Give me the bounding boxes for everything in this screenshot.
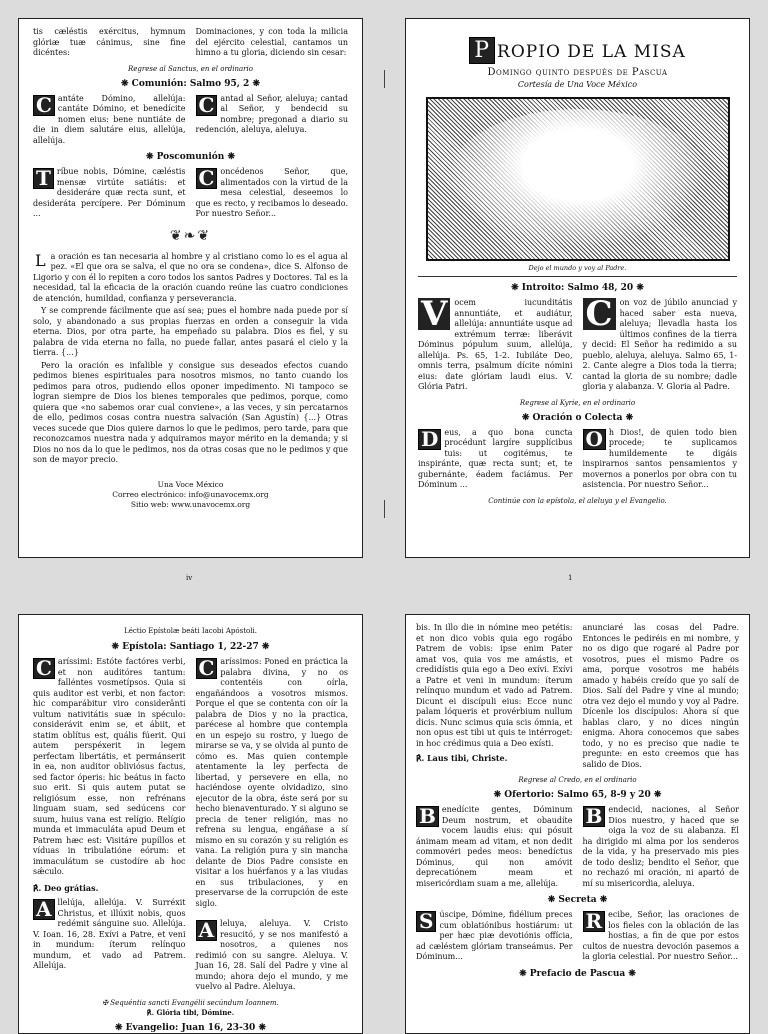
drop-cap: R xyxy=(583,911,606,932)
offertory-spanish: B endecid, naciones, al Señor Dios nuestro, y haced que se oiga la voz de su alabanza. Él ha dirigido mi alma por los senderos de la vida, y ha preservado mis pies de todo desliz; bendito el Señor, que no rechazó mi oración, ni apartó de mí su misericordia, aleluya. xyxy=(582,804,739,888)
drop-cap: D xyxy=(418,429,441,450)
communion-latin: C antáte Dómino, allelúja: cantáte Dómino, et benedícite nomen eius: bene nuntiáte de die in diem salutáre eius, allelúja, allelúja. xyxy=(33,92,186,145)
gospel-heading: ❋ Evangelio: Juan 16, 23-30 ❋ xyxy=(114,1022,266,1033)
introit-text xyxy=(418,294,737,393)
page-subtitle: Domingo quinto después de Pascua xyxy=(487,67,668,78)
epistle-heading: ❋ Epístola: Santiago 1, 22-27 ❋ xyxy=(111,642,270,652)
essay-paragraph: Y se comprende fácilmente que así sea; pues el hombre nada puede por sí solo, y abandonado a sus propias fuerzas en orden a conseguir la vida eterna. Dios, por otra parte, ha empeñado su palabra. Dios es fiel, y su palabra de vida eterna no falla, no puede fallar, antes pasará el cielo y la tierra. {...} xyxy=(33,306,348,357)
rubric-note: Regrese al Kyrie, en el ordinario xyxy=(519,398,636,407)
response-laus: ℟. Laus tibi, Christe. xyxy=(416,753,508,763)
alleluia-spanish: A leluya, aleluya. V. Cristo resucitó, y se nos manifestó a nosotros, a quienes nos redimió con su sangre. Aleluya. V. Juan 16, 28. Salí del Padre y vine al mundo; ahora dejo el mundo, y me vuelvo al Padre. Aleluya. xyxy=(195,918,348,991)
page-1 xyxy=(405,18,750,558)
drop-cap: C xyxy=(196,95,218,116)
essay xyxy=(33,252,348,466)
postcommunion-latin: T ríbue nobis, Dómine, cæléstis mensæ virtúte satiátis: et desideráre quæ recta sunt, et desideráta percípere. Per Dóminum ... xyxy=(33,166,186,218)
page-iv xyxy=(18,18,363,558)
essay-paragraph: La oración es tan necesaria al hombre y al cristiano como lo es el agua al pez. «El que ora se salva, el que no ora se condena», dice S. Alfonso de Ligorio y con él lo repiten a coro todos los santos Padres y Doctores. Tal es la necesidad, tal la eficacia de la oración cuando reúne las cuatro condiciones de atención, humildad, confianza y perseverancia. xyxy=(33,250,348,303)
collect-heading: ❋ Oración o Colecta ❋ xyxy=(521,412,634,423)
preface-latin: tis cæléstis exércitus, hymnum glóriæ tuæ cánimus, sine fine dicéntes: xyxy=(33,27,186,57)
drop-cap: A xyxy=(196,920,218,941)
org-name: Una Voce México xyxy=(157,479,224,489)
engraving-image xyxy=(426,97,730,261)
secret-heading: ❋ Secreta ❋ xyxy=(547,895,608,905)
collect-text xyxy=(418,428,737,491)
offertory-heading: ❋ Ofertorio: Salmo 65, 8-9 y 20 ❋ xyxy=(493,790,662,800)
rubric-note: Continúe con la epístola, el aleluya y el Evangelio. xyxy=(488,496,667,505)
drop-cap: C xyxy=(33,658,55,679)
drop-cap: C xyxy=(196,168,218,189)
postcommunion-spanish: C oncédenos Señor, que, alimentados con la virtud de la mesa celestial, deseemos lo que es recto, y recibamos lo deseado. Por nuestro Señor... xyxy=(195,166,348,218)
drop-cap: C xyxy=(583,298,616,330)
drop-cap: A xyxy=(33,899,55,920)
drop-cap: O xyxy=(583,429,606,450)
fold-mark xyxy=(384,500,385,518)
introit-spanish: C on voz de júbilo anunciad y haced saber esta nueva, aleluya; llevadla hasta los últimos confines de la tierra y decid: El Señor ha redimido a su pueblo, aleluya, aleluya. Salmo 65, 1-2. Cante alegre a Dios toda la tierra; cantad la gloria de su nombre; dadle gloria y alabanza. V. Gloria al Padre. xyxy=(582,294,737,391)
lectio-line: Léctio Epístolæ beáti Iacobi Apóstoli. xyxy=(124,627,257,635)
response-gloria: ℟. Glória tibi, Dómine. xyxy=(146,1007,235,1017)
offertory-latin: B enedícite gentes, Dóminum Deum nostrum, et obaudíte vocem laudis eius: qui pósuit ánimam meam ad vitam, et non dedit commovéri pedes meos: benedíctus Dóminus, qui non amóvit deprecatiónem meam et misericórdiam suam a me, allelúja. xyxy=(416,804,573,888)
secret-spanish: R ecibe, Señor, las oraciones de los fieles con la oblación de las hostias, a fin de que por estos cultos de nuestra devoción pasemos a la gloria celestial. Por nuestro Señor... xyxy=(582,909,739,961)
drop-cap: C xyxy=(33,95,55,116)
page-epistle xyxy=(18,614,363,1034)
drop-cap: V xyxy=(418,298,450,330)
page-number: iv xyxy=(186,574,193,582)
communion-heading: ❋ Comunión: Salmo 95, 2 ❋ xyxy=(120,78,260,89)
epistle-text xyxy=(33,657,348,993)
essay-paragraph: Pero la oración es infalible y consigue sus deseados efectos cuando pedimos bienes espirituales para nosotros mismos, no tanto cuando los pedimos para otros, pudiendo ellos oponer impedimento. Ni tampoco se logran siempre de Dios los bienes temporales que pedimos, porque, como quiera que «no sabemos orar cual conviene», a las veces, y sin percatarnos de ello, pedimos cosas contra nuestra salvación (San Agustín) {...} Otras veces sucede que Dios quiere darnos lo que le pedimos, pero tarde, para que reconozcamos nuestra nada y adquiramos mayor mérito en la demanda; y si Dios no nos da lo que le pedimos, nos da otras cosas que no le pedimos y que son de mayor precio. xyxy=(33,360,348,464)
drop-cap: B xyxy=(583,806,606,827)
alleluia-latin: A llelúja, allelúja. V. Surréxit Christus, et illúxit nobis, quos redémit sánguine suo. Allelúja. V. Ioan. 16, 28. Exívi a Patre, et veni in mundum: íterum relínquo mundum, et vado ad Patrem. Allelúja. xyxy=(33,897,186,970)
title-block xyxy=(418,37,737,89)
communion-spanish: C antad al Señor, aleluya; cantad al Señor, y bendecid su nombre; pregonad a diario su redención, aleluya, aleluya. xyxy=(195,92,348,134)
epistle-spanish: C aríssimos: Poned en práctica la palabra divina, y no os contentéis con oírla, engañándoos a vosotros mismos. Porque el que se contenta con oír la palabra de Dios y no la practica, parécese al hombre que contempla en un espejo su rostro, y luego de mirarse se va, y se olvida al punto de cómo es. Mas quien contemple atentamente la ley perfecta de libertad, y persevere en ella, no haciéndose oyente olvidadizo, sino ejecutor de la obra, éste será por su hecho bienaventurado. Y si alguno se precia de tener religión, mas no refrena su lengua, engáñase a sí mismo en su corazón y su religión es vana. La religión pura y sin mancha delante de Dios Padre consiste en visitar a los huérfanos y a las viudas en sus tribulaciones, y en preservarse de la corrupción de este siglo. A leluya, aleluya. V. Cristo resucitó, y se nos manifestó a nosotros, a quienes nos redimió con su sangre. Aleluya. V. Juan 16, 28. Salí del Padre y vine al mundo; ahora dejo el mundo, y me vuelvo al Padre. Aleluya. xyxy=(195,656,348,991)
introit-heading: ❋ Introito: Salmo 48, 20 ❋ xyxy=(511,283,644,293)
page-offertory xyxy=(405,614,750,1034)
email-line: Correo electrónico: info@unavocemx.org xyxy=(112,489,269,499)
response-deo-gratias: ℟. Deo grátias. xyxy=(33,882,99,893)
gospel-latin: bis. In illo die in nómine meo petétis: et non dico vobis quia ego rogábo Patrem de vobis: ipse enim Pater amat vos, quia vos me amástis, et credidístis quia ego a Deo exívi. Exívi a Patre et veni in mundum: íterum relínquo mundum et vado ad Patrem. Dicunt ei discípuli eius: Ecce nunc palam lóqueris et provérbium nullum dicis. Nunc scimus quia scis ómnia, et non opus est tibi ut quis te intérroget: in hoc crédimus quia a Deo exísti. ℟. Laus tibi, Christe. xyxy=(416,623,573,763)
drop-cap: L xyxy=(35,250,46,270)
footer-contact xyxy=(33,480,348,510)
collect-spanish: O h Dios!, de quien todo bien procede; te suplicamos humildemente te digáis inspirarnos santos pensamientos y movernos a ponerlos por obra con tu asistencia. Por nuestro Señor... xyxy=(582,426,737,489)
ornament-divider: ❦❧❦ xyxy=(169,227,212,244)
postcommunion-heading: ❋ Poscomunión ❋ xyxy=(145,152,235,162)
postcommunion-text xyxy=(33,167,348,220)
offertory-text xyxy=(416,805,739,889)
communion-text xyxy=(33,94,348,147)
courtesy-line: Cortesía de Una Voce México xyxy=(517,80,638,89)
drop-cap: B xyxy=(416,806,439,827)
preface-heading: ❋ Prefacio de Pascua ❋ xyxy=(519,968,636,979)
drop-cap: S xyxy=(416,911,436,932)
page-title: P ROPIO DE LA MISA xyxy=(418,37,737,64)
drop-cap: C xyxy=(196,658,218,679)
epistle-latin: C aríssimi: Estóte factóres verbi, et non auditóres tantum: falléntes vosmetípsos. Quia si quis auditor est verbi, et non factor: hic comparábitur viro considerânti vultum nativitátis suæ in spéculo: considerávit enim se, et ábiit, et statim oblítus est, quális fúerit. Qui autem perspéxerit in legem perfectam libertátis, et permánserit in ea, non auditor obliviósus factus, sed factor óperis: hic beátus in facto suo erit. Si quis autem putat se religiósum esse, non refrénans linguam suam, sed sedúcens cor suum, huius vana est relígio. Relígio munda et immaculáta apud Deum et Patrem hæc est: Visitáre pupíllos et víduas in tribulatióne eórum: et immaculátum se custodíre ab hoc sǽculo. ℟. Deo grátias. A llelúja, allelúja. V. Surréxit Christus, et illúxit nobis, quos redémit sánguine suo. Allelúja. V. Ioan. 16, 28. Exívi a Patre, et veni in mundum: íterum relínquo mundum, et vado ad Patrem. Allelúja. xyxy=(33,656,186,970)
preface-spanish: Dominaciones, y con toda la milicia del ejército celestial, cantamos un himno a tu gloria, diciendo sin cesar: xyxy=(195,27,348,57)
page-number: 1 xyxy=(568,574,573,582)
website-line: Sitio web: www.unavocemx.org xyxy=(130,499,251,509)
collect-latin: D eus, a quo bona cuncta procédunt largíre supplícibus tuis: ut cogitémus, te inspiránte, quæ recta sunt; et, te gubernánte, éadem faciámus. Per Dóminum ... xyxy=(418,426,573,489)
fold-mark xyxy=(384,70,385,88)
rubric-note: Regrese al Credo, en el ordinario xyxy=(518,776,637,784)
introit-latin: V ocem iucunditátis annuntiáte, et audiátur, allelúja: annuntiáte usque ad extrémum terræ: liberávit Dóminus pópulum suum, allelúja, allelúja. Ps. 65, 1-2. Iubiláte Deo, omnis terra, psalmum dícite nómini eius: date glóriam laudi eius. V. Glória Patri. xyxy=(418,294,573,391)
gospel-text xyxy=(416,623,739,770)
title-drop-cap: P xyxy=(469,37,495,64)
gospel-spanish: anunciaré las cosas del Padre. Entonces le pediréis en mi nombre, y no os digo que rogaré al Padre por vosotros, pues el mismo Padre os ama, porque vosotros me habéis amado y habéis creído que yo salí de Dios. Salí del Padre y vine al mundo; otra vez dejo el mundo y voy al Padre. Dícenle los discípulos: Ahora sí que hablas claro, y no dices ningún enigma. Ahora conocemos que sabes todo, y no es preciso que nadie te pregunte: en esto creemos que has salido de Dios. xyxy=(582,623,739,769)
secret-text xyxy=(416,910,739,963)
preface-ending xyxy=(33,27,348,59)
drop-cap: T xyxy=(33,168,54,189)
image-caption: Dejo el mundo y voy al Padre. xyxy=(528,264,627,272)
sequentia-line: ✠ Sequéntia sancti Evangélii secúndum Ioannem. xyxy=(102,998,279,1007)
rubric-note: Regrese al Sanctus, en el ordinario xyxy=(128,64,253,73)
divider xyxy=(418,276,737,277)
secret-latin: S úscipe, Dómine, fidélium preces cum oblatiónibus hostiárum: ut per hæc piæ devotiónis offícia, ad cæléstem glóriam transeámus. Per Dóminum... xyxy=(416,909,573,961)
